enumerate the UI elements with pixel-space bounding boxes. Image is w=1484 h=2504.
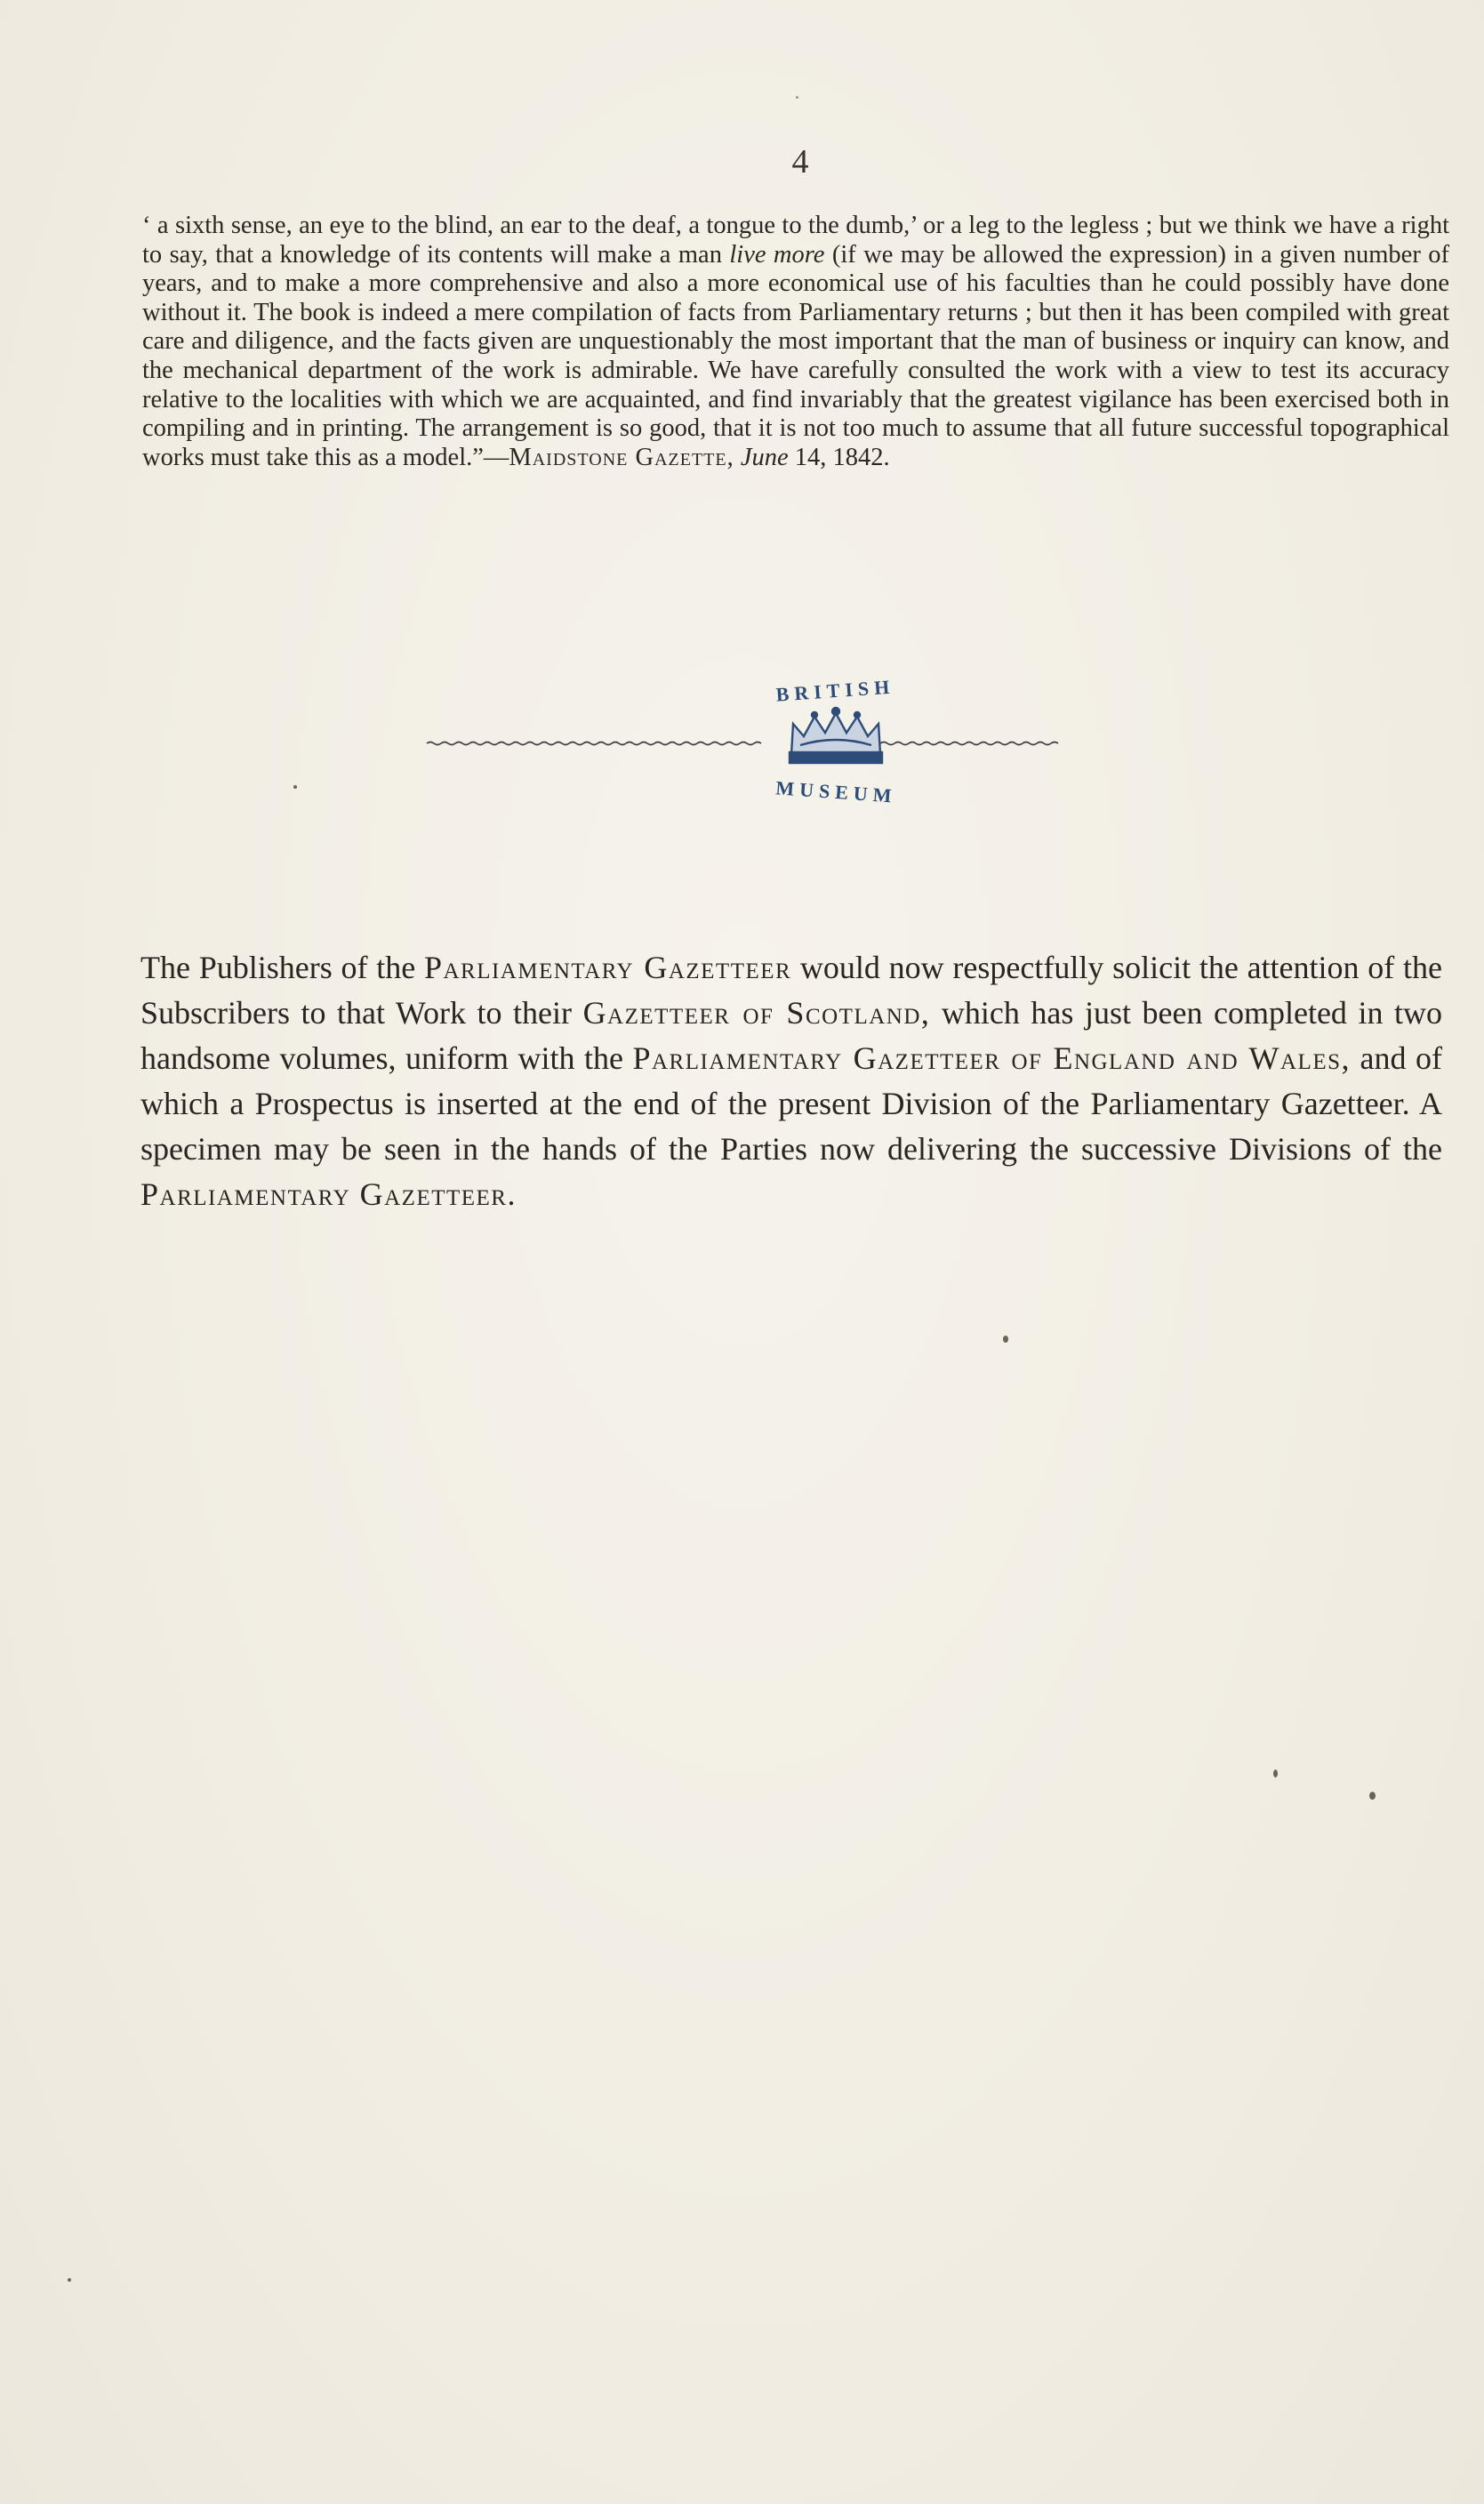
- quote-italic: live more: [729, 240, 825, 269]
- quote-text: ‘ a sixth sense, an eye to the blind, an ear to the deaf, a tongue to the dumb,’ or a leg to the legless ; but we think we have a right to say, that a knowledge of its contents will make a man: [142, 212, 1449, 269]
- stamp-bottom-text: MUSEUM: [774, 776, 898, 807]
- library-stamp: [418, 640, 1147, 818]
- notice-text-4: and of which a Prospectus is inserted at the end of the present Division of the Parliamentary Gazetteer. A specimen may be seen in the hands of the Parties now delivering the successive Divisions of the: [140, 1040, 1442, 1167]
- notice-title-3: Parliamentary Gazetteer of England and Wales,: [632, 1040, 1351, 1076]
- quote-text-continued: (if we may be allowed the expression) in a given number of years, and to make a more comprehensive and also a more economical use of his faculties than he could possibly have done without it. The book is indeed a mere compilation of facts from Parliamentary returns ; but then it has been compiled with great care and diligence, and the facts given are unquestionably the most important that the man of business or inquiry can know, and the mechanical department of the work is admirable. We have carefully consulted the work with a view to test its accuracy relative to the localities with which we are acquainted, and find invariably that the greatest vigilance has been exercised both in compiling and in printing. The arrangement is so good, that it is not too much to assume that all future successful topographical works must take this as a model.”—: [142, 240, 1449, 471]
- paper-speck: [68, 2278, 71, 2282]
- page-number: 4: [791, 143, 809, 181]
- notice-title-1: Parliamentary Gazetteer: [423, 950, 792, 985]
- paper-speck: [1003, 1336, 1008, 1343]
- notice-title-2: Gazetteer of Scotland,: [582, 995, 931, 1031]
- notice-text-2: would now respectfully solicit the attention of the Subscribers to that Work to their: [140, 950, 1443, 1031]
- publishers-notice: [140, 945, 1442, 1217]
- quote-date-month: June: [740, 443, 789, 471]
- crown-icon: [790, 708, 882, 763]
- notice-text-1: The Publishers of the: [140, 950, 424, 985]
- stamp-rule-left: [427, 742, 761, 745]
- paper-speck: [1369, 1792, 1376, 1800]
- paper-speck: [1273, 1770, 1278, 1778]
- paper-speck: [293, 785, 297, 789]
- stamp-top-text: BRITISH: [774, 675, 896, 706]
- stamp-rule-right: [880, 742, 1058, 745]
- quote-date-rest: 14, 1842.: [788, 443, 890, 471]
- notice-text-3: which has just been completed in two handsome volumes, uniform with the: [140, 995, 1442, 1076]
- paper-speck: [796, 96, 798, 99]
- quote-source: Maidstone Gazette,: [509, 443, 734, 471]
- stamp-svg: [418, 640, 1147, 818]
- notice-title-4: Parliamentary Gazetteer.: [140, 1176, 517, 1212]
- review-quote: [142, 212, 1449, 472]
